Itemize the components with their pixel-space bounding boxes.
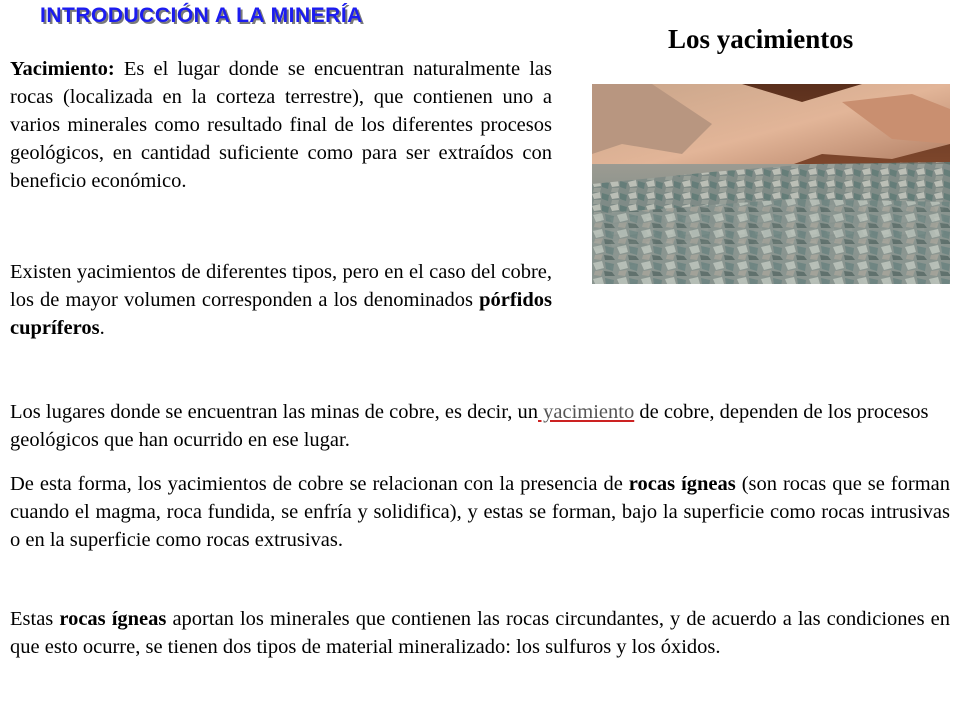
deposit-photo <box>592 84 950 284</box>
igneous-rocks-paragraph <box>10 470 950 554</box>
mineralization-text-after: aportan los minerales que contienen las rocas circundantes, y de acuerdo a las condiciones en que esto ocurre, se tienen dos tipos de material mineralizado: los sulfuros y los óxidos. <box>10 608 951 658</box>
slide-title: Los yacimientos <box>668 24 854 54</box>
definition-paragraph <box>10 55 552 195</box>
section-header: INTRODUCCIÓN A LA MINERÍA <box>40 4 363 27</box>
igneous-text-before: De esta forma, los yacimientos de cobre se relacionan con la presencia de <box>10 473 629 495</box>
igneous-term-2: rocas ígneas <box>59 608 167 630</box>
deposit-types-paragraph <box>10 258 552 342</box>
yacimiento-link[interactable]: yacimiento <box>538 401 635 423</box>
igneous-term: rocas ígneas <box>628 473 736 495</box>
copper-mines-paragraph <box>10 398 950 454</box>
deposit-types-text: Existen yacimientos de diferentes tipos, pero en el caso del cobre, los de mayor volumen corresponden a los denominados <box>10 261 552 311</box>
mineralization-text-before: Estas <box>10 608 60 630</box>
copper-mines-text-before: Los lugares donde se encuentran las minas de cobre, es decir, un <box>10 401 539 423</box>
mineralization-paragraph <box>10 605 950 661</box>
definition-term: Yacimiento: <box>10 58 115 80</box>
igneous-text-after: (son rocas que se forman cuando el magma, roca fundida, se enfría y solidifica), y estas se forman, bajo la superficie como rocas intrusivas o en la superficie como rocas extrusivas. <box>10 473 950 551</box>
definition-text: Es el lugar donde se encuentran naturalmente las rocas (localizada en la corteza terrestre), que contienen uno a varios minerales como resultado final de los diferentes procesos geológicos, en cantidad suficiente como para ser extraídos con beneficio económico. <box>10 58 552 192</box>
porphyry-term: pórfidos cupríferos <box>10 289 552 339</box>
copper-mines-text-after: de cobre, dependen de los procesos geológicos que han ocurrido en ese lugar. <box>10 401 929 451</box>
deposit-types-end: . <box>99 317 105 339</box>
